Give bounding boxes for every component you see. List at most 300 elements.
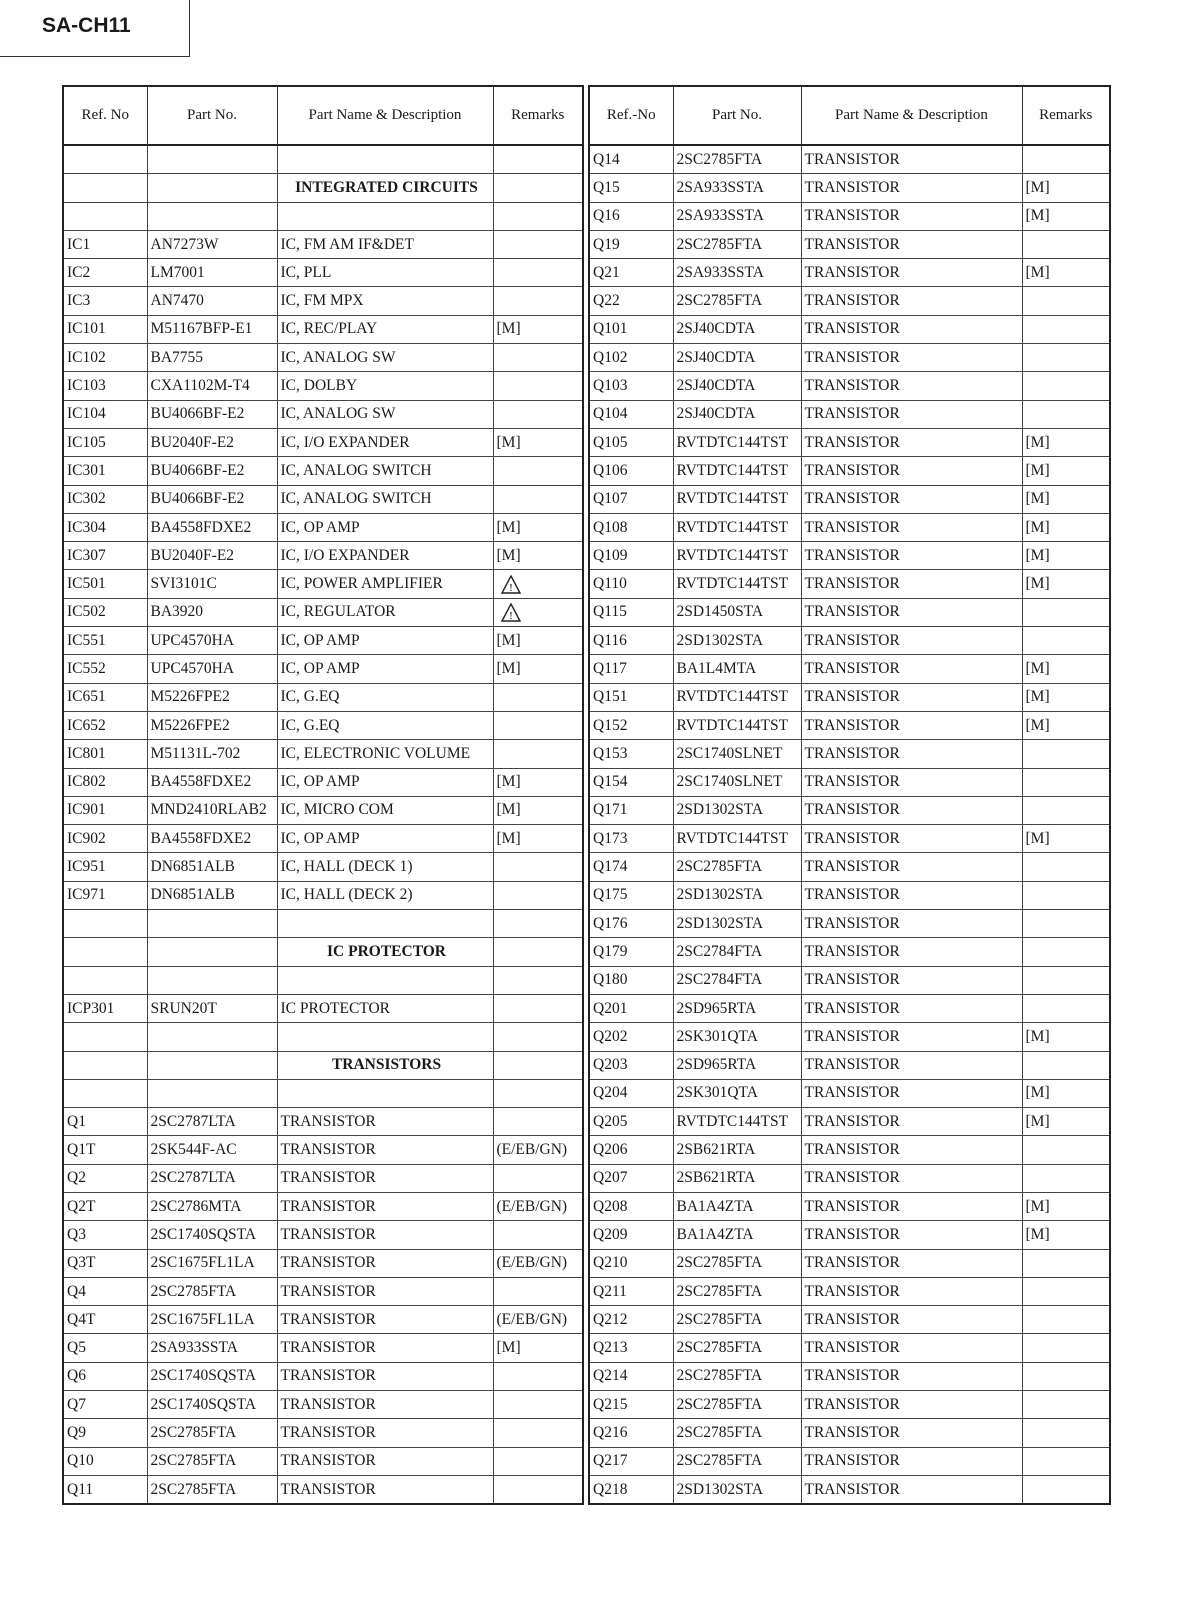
- part-no-cell: 2SK301QTA: [673, 1079, 801, 1107]
- ref-no-cell: Q202: [589, 1023, 673, 1051]
- part-no-cell: 2SJ40CDTA: [673, 315, 801, 343]
- part-no-cell: 2SK301QTA: [673, 1023, 801, 1051]
- description-cell: TRANSISTOR: [277, 1447, 493, 1475]
- part-no-cell: [147, 966, 277, 994]
- part-no-cell: 2SC1675FL1LA: [147, 1249, 277, 1277]
- ref-no-cell: Q110: [589, 570, 673, 598]
- description-cell: IC, G.EQ: [277, 683, 493, 711]
- ref-no-cell: [63, 202, 147, 230]
- ref-no-cell: Q210: [589, 1249, 673, 1277]
- table-row: [589, 428, 1110, 456]
- description-cell: TRANSISTOR: [277, 1306, 493, 1334]
- remarks-cell: [M]: [1022, 202, 1110, 230]
- ref-no-cell: IC501: [63, 570, 147, 598]
- table-row: [589, 542, 1110, 570]
- remarks-cell: [M]: [1022, 259, 1110, 287]
- description-cell: TRANSISTOR: [801, 485, 1022, 513]
- table-row: [589, 683, 1110, 711]
- svg-text:!: !: [508, 609, 513, 622]
- table-row: [589, 457, 1110, 485]
- table-row: [63, 145, 583, 174]
- part-no-cell: BU4066BF-E2: [147, 400, 277, 428]
- ref-no-cell: Q104: [589, 400, 673, 428]
- table-row: [589, 485, 1110, 513]
- ref-no-cell: Q21: [589, 259, 673, 287]
- description-cell: TRANSISTOR: [801, 1192, 1022, 1220]
- ref-no-cell: Q102: [589, 344, 673, 372]
- remarks-cell: [M]: [1022, 485, 1110, 513]
- remarks-cell: [493, 1051, 583, 1079]
- remarks-cell: [M]: [493, 428, 583, 456]
- part-no-cell: 2SC1740SLNET: [673, 768, 801, 796]
- remarks-cell: [493, 1277, 583, 1305]
- remarks-cell: [493, 457, 583, 485]
- description-cell: IC, FM MPX: [277, 287, 493, 315]
- table-row: [63, 259, 583, 287]
- ref-no-cell: Q209: [589, 1221, 673, 1249]
- part-no-cell: DN6851ALB: [147, 853, 277, 881]
- ref-no-cell: Q2: [63, 1164, 147, 1192]
- table-row: [63, 1249, 583, 1277]
- table-row: [589, 910, 1110, 938]
- part-no-cell: 2SC2787LTA: [147, 1108, 277, 1136]
- description-cell: IC, HALL (DECK 1): [277, 853, 493, 881]
- part-no-cell: 2SC2785FTA: [673, 1447, 801, 1475]
- table-row: [63, 542, 583, 570]
- ref-no-cell: Q1: [63, 1108, 147, 1136]
- table-row: [63, 627, 583, 655]
- part-no-cell: RVTDTC144TST: [673, 457, 801, 485]
- part-no-cell: 2SD1302STA: [673, 1475, 801, 1504]
- description-cell: TRANSISTOR: [801, 457, 1022, 485]
- ref-no-cell: Q179: [589, 938, 673, 966]
- remarks-cell: [493, 881, 583, 909]
- description-cell: IC, MICRO COM: [277, 796, 493, 824]
- header-ref-no: Ref. No: [63, 86, 147, 145]
- part-no-cell: UPC4570HA: [147, 655, 277, 683]
- remarks-cell: [493, 598, 583, 626]
- table-row: [589, 1221, 1110, 1249]
- ref-no-cell: Q101: [589, 315, 673, 343]
- table-row: [589, 1023, 1110, 1051]
- part-no-cell: RVTDTC144TST: [673, 542, 801, 570]
- part-no-cell: 2SJ40CDTA: [673, 372, 801, 400]
- ref-no-cell: Q208: [589, 1192, 673, 1220]
- table-row: [63, 966, 583, 994]
- remarks-cell: [1022, 400, 1110, 428]
- ref-no-cell: [63, 1079, 147, 1107]
- part-no-cell: 2SD965RTA: [673, 1051, 801, 1079]
- description-cell: IC, ELECTRONIC VOLUME: [277, 740, 493, 768]
- description-cell: TRANSISTOR: [277, 1475, 493, 1504]
- remarks-cell: [1022, 1051, 1110, 1079]
- remarks-cell: [493, 1447, 583, 1475]
- part-no-cell: [147, 202, 277, 230]
- ref-no-cell: Q211: [589, 1277, 673, 1305]
- svg-text:!: !: [508, 581, 513, 594]
- description-cell: TRANSISTOR: [801, 372, 1022, 400]
- ref-no-cell: Q9: [63, 1419, 147, 1447]
- table-row: [63, 711, 583, 739]
- ref-no-cell: Q5: [63, 1334, 147, 1362]
- part-no-cell: 2SA933SSTA: [673, 174, 801, 202]
- ref-no-cell: IC652: [63, 711, 147, 739]
- part-no-cell: 2SC2786MTA: [147, 1192, 277, 1220]
- table-row: [589, 711, 1110, 739]
- ref-no-cell: IC307: [63, 542, 147, 570]
- part-no-cell: [147, 174, 277, 202]
- table-row: [589, 174, 1110, 202]
- part-no-cell: 2SC1675FL1LA: [147, 1306, 277, 1334]
- part-no-cell: 2SC1740SQSTA: [147, 1391, 277, 1419]
- remarks-cell: [1022, 315, 1110, 343]
- table-row: [589, 1164, 1110, 1192]
- ref-no-cell: Q215: [589, 1391, 673, 1419]
- ref-no-cell: Q154: [589, 768, 673, 796]
- description-cell: IC, ANALOG SW: [277, 400, 493, 428]
- ref-no-cell: Q218: [589, 1475, 673, 1504]
- description-cell: TRANSISTOR: [801, 1249, 1022, 1277]
- ref-no-cell: Q2T: [63, 1192, 147, 1220]
- description-cell: TRANSISTOR: [801, 174, 1022, 202]
- remarks-cell: [493, 485, 583, 513]
- table-row: [589, 513, 1110, 541]
- ref-no-cell: Q212: [589, 1306, 673, 1334]
- description-cell: TRANSISTOR: [801, 513, 1022, 541]
- ref-no-cell: IC651: [63, 683, 147, 711]
- warning-triangle-icon: [501, 603, 521, 622]
- description-cell: TRANSISTOR: [801, 1079, 1022, 1107]
- ref-no-cell: Q171: [589, 796, 673, 824]
- section-heading: IC PROTECTOR: [277, 938, 493, 966]
- remarks-cell: [M]: [1022, 1221, 1110, 1249]
- remarks-cell: [1022, 344, 1110, 372]
- description-cell: IC, REC/PLAY: [277, 315, 493, 343]
- table-row: [589, 825, 1110, 853]
- description-cell: [277, 202, 493, 230]
- table-row: [63, 344, 583, 372]
- remarks-cell: [M]: [493, 542, 583, 570]
- remarks-cell: [493, 1391, 583, 1419]
- part-no-cell: 2SC2785FTA: [673, 1419, 801, 1447]
- remarks-cell: [M]: [493, 825, 583, 853]
- description-cell: IC, ANALOG SWITCH: [277, 485, 493, 513]
- description-cell: TRANSISTOR: [801, 627, 1022, 655]
- remarks-cell: [1022, 372, 1110, 400]
- header-remarks: Remarks: [1022, 86, 1110, 145]
- table-row: [63, 372, 583, 400]
- table-row: [63, 1221, 583, 1249]
- description-cell: TRANSISTOR: [801, 1419, 1022, 1447]
- part-no-cell: M5226FPE2: [147, 711, 277, 739]
- description-cell: TRANSISTOR: [277, 1277, 493, 1305]
- ref-no-cell: Q22: [589, 287, 673, 315]
- part-no-cell: M51131L-702: [147, 740, 277, 768]
- description-cell: IC, OP AMP: [277, 655, 493, 683]
- part-no-cell: 2SC2785FTA: [673, 1277, 801, 1305]
- ref-no-cell: Q117: [589, 655, 673, 683]
- part-no-cell: M51167BFP-E1: [147, 315, 277, 343]
- table-row: [589, 1277, 1110, 1305]
- part-no-cell: 2SA933SSTA: [147, 1334, 277, 1362]
- ref-no-cell: [63, 938, 147, 966]
- part-no-cell: 2SC2785FTA: [147, 1419, 277, 1447]
- description-cell: TRANSISTOR: [801, 1362, 1022, 1390]
- ref-no-cell: [63, 145, 147, 174]
- part-no-cell: RVTDTC144TST: [673, 711, 801, 739]
- table-row: [589, 881, 1110, 909]
- part-no-cell: RVTDTC144TST: [673, 825, 801, 853]
- remarks-cell: [1022, 1306, 1110, 1334]
- remarks-cell: [493, 1023, 583, 1051]
- part-no-cell: RVTDTC144TST: [673, 683, 801, 711]
- table-row: [63, 457, 583, 485]
- table-row: [63, 1447, 583, 1475]
- description-cell: TRANSISTOR: [801, 910, 1022, 938]
- part-no-cell: [147, 1079, 277, 1107]
- ref-no-cell: IC101: [63, 315, 147, 343]
- remarks-cell: [M]: [493, 513, 583, 541]
- table-row: [63, 315, 583, 343]
- description-cell: TRANSISTOR: [801, 740, 1022, 768]
- table-row: [589, 655, 1110, 683]
- remarks-cell: [493, 259, 583, 287]
- ref-no-cell: Q207: [589, 1164, 673, 1192]
- remarks-cell: [M]: [1022, 457, 1110, 485]
- remarks-cell: [M]: [1022, 683, 1110, 711]
- table-row: [589, 315, 1110, 343]
- part-no-cell: SVI3101C: [147, 570, 277, 598]
- part-no-cell: BA4558FDXE2: [147, 825, 277, 853]
- table-row: [63, 881, 583, 909]
- ref-no-cell: IC971: [63, 881, 147, 909]
- ref-no-cell: IC802: [63, 768, 147, 796]
- part-no-cell: BA3920: [147, 598, 277, 626]
- part-no-cell: SRUN20T: [147, 994, 277, 1022]
- table-row: [63, 1136, 583, 1164]
- description-cell: TRANSISTOR: [801, 1051, 1022, 1079]
- remarks-cell: (E/EB/GN): [493, 1249, 583, 1277]
- description-cell: IC, G.EQ: [277, 711, 493, 739]
- table-row: [589, 627, 1110, 655]
- ref-no-cell: IC104: [63, 400, 147, 428]
- remarks-cell: [1022, 796, 1110, 824]
- table-row: [589, 287, 1110, 315]
- ref-no-cell: Q16: [589, 202, 673, 230]
- table-row: [589, 344, 1110, 372]
- part-no-cell: 2SC1740SLNET: [673, 740, 801, 768]
- ref-no-cell: Q116: [589, 627, 673, 655]
- header-remarks: Remarks: [493, 86, 583, 145]
- ref-no-cell: Q3T: [63, 1249, 147, 1277]
- ref-no-cell: IC552: [63, 655, 147, 683]
- section-heading: INTEGRATED CIRCUITS: [277, 174, 493, 202]
- table-row: [63, 740, 583, 768]
- table-row: [589, 202, 1110, 230]
- parts-table-right: [588, 85, 1111, 1505]
- description-cell: TRANSISTOR: [801, 683, 1022, 711]
- remarks-cell: [493, 230, 583, 258]
- table-row: [63, 287, 583, 315]
- description-cell: IC, OP AMP: [277, 513, 493, 541]
- ref-no-cell: Q206: [589, 1136, 673, 1164]
- table-row: [589, 1249, 1110, 1277]
- description-cell: TRANSISTOR: [277, 1108, 493, 1136]
- remarks-cell: (E/EB/GN): [493, 1136, 583, 1164]
- description-cell: IC, OP AMP: [277, 825, 493, 853]
- ref-no-cell: IC304: [63, 513, 147, 541]
- part-no-cell: RVTDTC144TST: [673, 513, 801, 541]
- remarks-cell: [493, 1475, 583, 1504]
- part-no-cell: 2SD1302STA: [673, 910, 801, 938]
- ref-no-cell: IC801: [63, 740, 147, 768]
- description-cell: TRANSISTOR: [801, 768, 1022, 796]
- ref-no-cell: Q115: [589, 598, 673, 626]
- description-cell: TRANSISTOR: [801, 1447, 1022, 1475]
- remarks-cell: [493, 372, 583, 400]
- part-no-cell: DN6851ALB: [147, 881, 277, 909]
- table-row: [63, 1079, 583, 1107]
- description-cell: TRANSISTOR: [801, 1108, 1022, 1136]
- description-cell: TRANSISTOR: [801, 315, 1022, 343]
- table-row: [589, 853, 1110, 881]
- description-cell: TRANSISTOR: [277, 1221, 493, 1249]
- remarks-cell: [493, 740, 583, 768]
- part-no-cell: 2SC2784FTA: [673, 938, 801, 966]
- description-cell: IC, POWER AMPLIFIER: [277, 570, 493, 598]
- description-cell: TRANSISTOR: [801, 994, 1022, 1022]
- description-cell: [277, 145, 493, 174]
- table-row: [589, 1447, 1110, 1475]
- remarks-cell: [1022, 853, 1110, 881]
- remarks-cell: [1022, 1249, 1110, 1277]
- part-no-cell: 2SJ40CDTA: [673, 344, 801, 372]
- header-part-no: Part No.: [147, 86, 277, 145]
- part-no-cell: 2SC2785FTA: [673, 1362, 801, 1390]
- description-cell: TRANSISTOR: [801, 598, 1022, 626]
- ref-no-cell: [63, 1051, 147, 1079]
- remarks-cell: [M]: [493, 315, 583, 343]
- table-row: [589, 1136, 1110, 1164]
- ref-no-cell: IC103: [63, 372, 147, 400]
- ref-no-cell: Q151: [589, 683, 673, 711]
- ref-no-cell: Q180: [589, 966, 673, 994]
- remarks-cell: [493, 1079, 583, 1107]
- table-row: [63, 1108, 583, 1136]
- part-no-cell: MND2410RLAB2: [147, 796, 277, 824]
- part-no-cell: RVTDTC144TST: [673, 485, 801, 513]
- ref-no-cell: Q213: [589, 1334, 673, 1362]
- description-cell: TRANSISTOR: [801, 1391, 1022, 1419]
- ref-no-cell: [63, 966, 147, 994]
- remarks-cell: [493, 1221, 583, 1249]
- table-row: [63, 1306, 583, 1334]
- part-no-cell: 2SD1302STA: [673, 796, 801, 824]
- description-cell: TRANSISTOR: [277, 1136, 493, 1164]
- ref-no-cell: Q216: [589, 1419, 673, 1447]
- remarks-cell: [493, 966, 583, 994]
- description-cell: TRANSISTOR: [277, 1249, 493, 1277]
- description-cell: TRANSISTOR: [801, 938, 1022, 966]
- remarks-cell: [493, 1164, 583, 1192]
- description-cell: IC, OP AMP: [277, 627, 493, 655]
- description-cell: IC, ANALOG SWITCH: [277, 457, 493, 485]
- description-cell: TRANSISTOR: [801, 1023, 1022, 1051]
- description-cell: TRANSISTOR: [801, 287, 1022, 315]
- part-no-cell: 2SC2785FTA: [673, 230, 801, 258]
- description-cell: TRANSISTOR: [801, 230, 1022, 258]
- remarks-cell: [M]: [1022, 1023, 1110, 1051]
- part-no-cell: 2SC2785FTA: [673, 1249, 801, 1277]
- part-no-cell: 2SA933SSTA: [673, 259, 801, 287]
- section-heading-row: [63, 938, 583, 966]
- remarks-cell: [1022, 740, 1110, 768]
- table-row: [589, 1419, 1110, 1447]
- part-no-cell: 2SC1740SQSTA: [147, 1221, 277, 1249]
- ref-no-cell: Q103: [589, 372, 673, 400]
- part-no-cell: 2SC1740SQSTA: [147, 1362, 277, 1390]
- table-row: [589, 1362, 1110, 1390]
- ref-no-cell: Q106: [589, 457, 673, 485]
- remarks-cell: [1022, 768, 1110, 796]
- remarks-cell: [M]: [1022, 825, 1110, 853]
- description-cell: TRANSISTOR: [801, 202, 1022, 230]
- ref-no-cell: Q11: [63, 1475, 147, 1504]
- description-cell: TRANSISTOR: [801, 1221, 1022, 1249]
- ref-no-cell: Q6: [63, 1362, 147, 1390]
- ref-no-cell: [63, 910, 147, 938]
- remarks-cell: [M]: [493, 796, 583, 824]
- table-row: [63, 1475, 583, 1504]
- remarks-cell: [493, 570, 583, 598]
- table-row: [589, 1475, 1110, 1504]
- part-no-cell: 2SC2785FTA: [673, 853, 801, 881]
- table-row: [63, 768, 583, 796]
- remarks-cell: [M]: [493, 768, 583, 796]
- ref-no-cell: IC902: [63, 825, 147, 853]
- table-row: [589, 259, 1110, 287]
- ref-no-cell: Q153: [589, 740, 673, 768]
- ref-no-cell: IC102: [63, 344, 147, 372]
- remarks-cell: [1022, 1419, 1110, 1447]
- ref-no-cell: Q1T: [63, 1136, 147, 1164]
- header-part-no: Part No.: [673, 86, 801, 145]
- description-cell: TRANSISTOR: [801, 1475, 1022, 1504]
- description-cell: [277, 966, 493, 994]
- warning-triangle-icon: [501, 575, 521, 594]
- part-no-cell: 2SD965RTA: [673, 994, 801, 1022]
- remarks-cell: [1022, 1362, 1110, 1390]
- description-cell: TRANSISTOR: [277, 1334, 493, 1362]
- model-number: SA-CH11: [42, 14, 131, 37]
- part-no-cell: 2SB621RTA: [673, 1164, 801, 1192]
- remarks-cell: [493, 145, 583, 174]
- remarks-cell: [1022, 1277, 1110, 1305]
- table-row: [589, 1306, 1110, 1334]
- ref-no-cell: Q3: [63, 1221, 147, 1249]
- description-cell: IC, I/O EXPANDER: [277, 428, 493, 456]
- description-cell: IC, OP AMP: [277, 768, 493, 796]
- description-cell: TRANSISTOR: [801, 570, 1022, 598]
- ref-no-cell: ICP301: [63, 994, 147, 1022]
- part-no-cell: UPC4570HA: [147, 627, 277, 655]
- remarks-cell: [1022, 1164, 1110, 1192]
- part-no-cell: BU2040F-E2: [147, 428, 277, 456]
- remarks-cell: (E/EB/GN): [493, 1192, 583, 1220]
- part-no-cell: [147, 1023, 277, 1051]
- ref-no-cell: Q174: [589, 853, 673, 881]
- ref-no-cell: IC105: [63, 428, 147, 456]
